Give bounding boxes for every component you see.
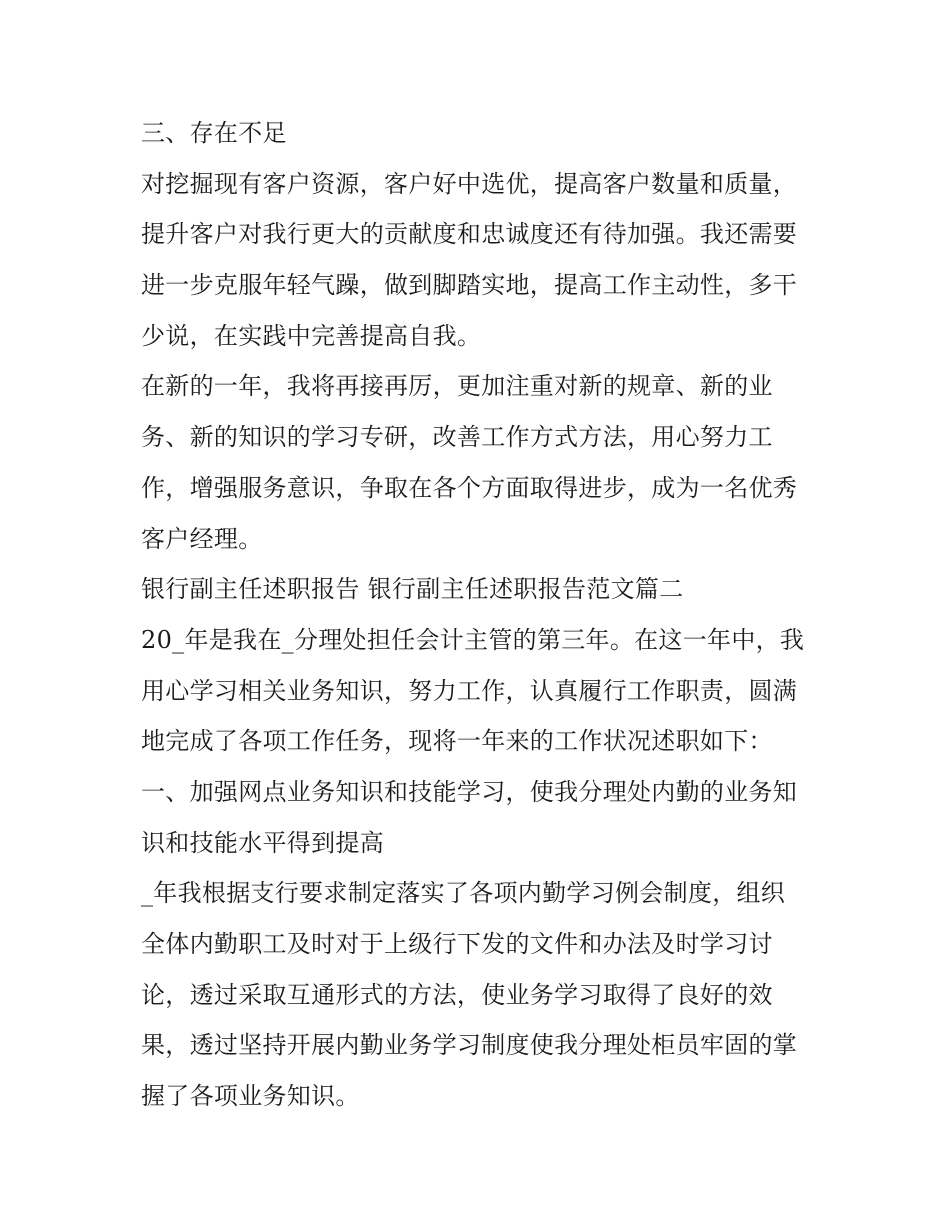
section-heading-shortcomings: 三、存在不足 [141,119,287,147]
section-heading-line: 一、加强网点业务知识和技能学习，使我分理处内勤的业务知 [141,777,798,806]
paragraph-line: 论，透过采取互通形式的方法，使业务学习取得了良好的效 [141,980,773,1009]
article-title: 银行副主任述职报告 银行副主任述职报告范文篇二 [141,575,684,604]
paragraph-line: 地完成了各项工作任务，现将一年来的工作状况述职如下： [141,727,773,756]
section-heading-line: 识和技能水平得到提高 [141,828,384,857]
paragraph-line: 在新的一年，我将再接再厉，更加注重对新的规章、新的业 [141,372,773,401]
paragraph-line: 提升客户对我行更大的贡献度和忠诚度还有待加强。我还需要 [141,220,798,249]
paragraph-line: 果，透过坚持开展内勤业务学习制度使我分理处柜员牢固的掌 [141,1031,798,1060]
paragraph-line: 务、新的知识的学习专研，改善工作方式方法，用心努力工 [141,423,773,452]
paragraph-line: _年我根据支行要求制定落实了各项内勤学习例会制度，组织 [141,879,786,908]
paragraph-line: 握了各项业务知识。 [141,1082,360,1111]
paragraph-line: 少说，在实践中完善提高自我。 [141,321,482,350]
paragraph-line: 作，增强服务意识，争取在各个方面取得进步，成为一名优秀 [141,473,798,502]
paragraph-line: 用心学习相关业务知识，努力工作，认真履行工作职责，圆满 [141,676,798,705]
document-body [141,108,821,1122]
paragraph-line: 对挖掘现有客户资源，客户好中选优，提高客户数量和质量， [141,169,798,198]
paragraph-line: 20_年是我在_分理处担任会计主管的第三年。在这一年中，我 [141,625,805,654]
paragraph-line: 进一步克服年轻气躁，做到脚踏实地，提高工作主动性，多干 [141,271,798,300]
paragraph-line: 全体内勤职工及时对于上级行下发的文件和办法及时学习讨 [141,930,773,958]
paragraph-line: 客户经理。 [141,524,263,553]
